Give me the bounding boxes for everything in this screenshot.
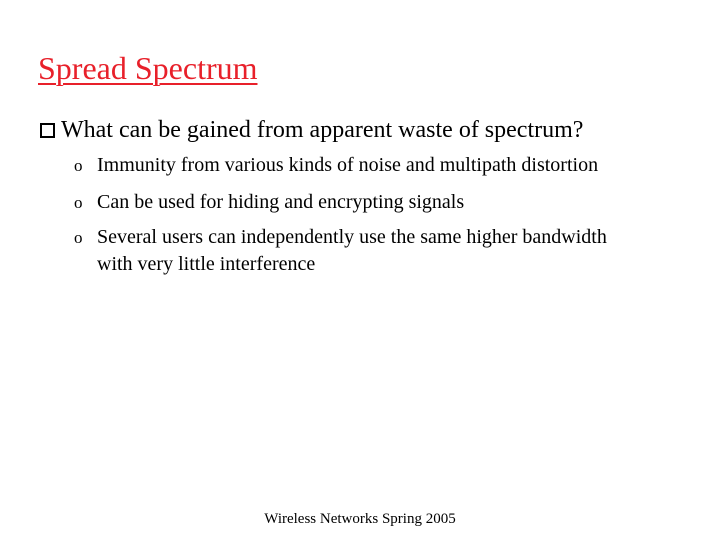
slide-title: Spread Spectrum <box>38 50 258 86</box>
main-bullet <box>40 114 710 146</box>
sub-bullet-list <box>74 152 694 288</box>
main-bullet-text: What can be gained from apparent waste of spectrum? <box>61 117 584 143</box>
footer-text: Wireless Networks Spring 2005 <box>264 511 456 527</box>
circle-bullet-icon: o <box>74 156 83 175</box>
sub-bullet-text: Immunity from various kinds of noise and multipath distortion <box>97 154 599 176</box>
sub-bullet-item <box>74 224 634 278</box>
circle-bullet-icon: o <box>74 193 83 212</box>
sub-bullet-item <box>74 189 694 216</box>
sub-bullet-text: Can be used for hiding and encrypting signals <box>97 191 465 213</box>
sub-bullet-text: Several users can independently use the same higher bandwidth with very little interference <box>97 226 607 275</box>
sub-bullet-item <box>74 152 634 179</box>
slide-footer <box>0 509 720 529</box>
square-bullet-icon <box>40 123 55 138</box>
circle-bullet-icon: o <box>74 228 83 247</box>
